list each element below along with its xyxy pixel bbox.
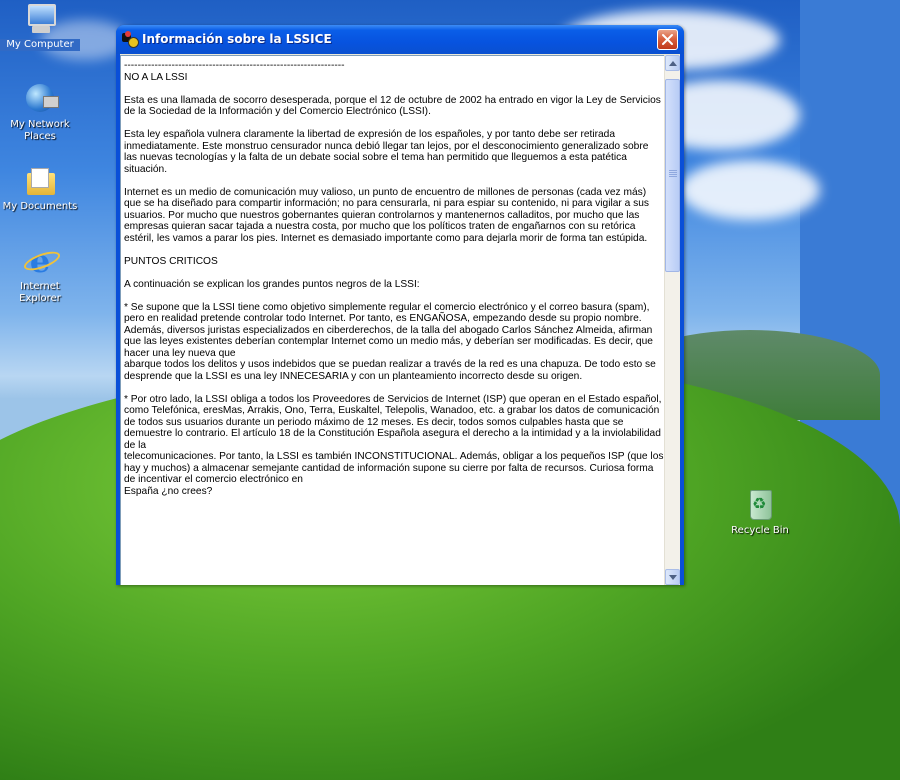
desktop-icon-label: Internet Explorer — [19, 281, 61, 304]
scroll-up-arrow-icon — [669, 61, 677, 66]
paragraph-gap — [124, 290, 664, 302]
cloud — [680, 160, 820, 220]
internet-explorer-icon: e — [23, 244, 57, 278]
text-paragraph: telecomunicaciones. Por tanto, la LSSI es también INCONSTITUCIONAL. Además, obligar a los pequeños ISP (que los hay y muchos) a almacenar semejante cantidad de información supone su cierre por falta de recursos. Curiosa forma de incentivar el comercio electrónico en — [124, 451, 664, 485]
text-paragraph: Esta ley española vulnera claramente la libertad de expresión de los españoles, y por tanto debe ser retirada inmediatamente. Este monstruo censurador nunca debió llegar tan lejos, por el desconocimiento generalizado sobre las nuevas tecnologías y la falta de un debate social sobre el tema han permitido que lleguemos a esta patética situación. — [124, 129, 652, 175]
scroll-up-button[interactable] — [665, 55, 680, 71]
text-paragraph: A continuación se explican los grandes puntos negros de la LSSI: — [124, 278, 420, 290]
desktop-icon-my-documents[interactable] — [0, 164, 80, 213]
text-paragraph: abarque todos los delitos y usos indebidos que se puedan realizar a través de la red es una chapuza. De todo esto se desprende que la LSSI es una ley INNECESARIA y con un planteamiento incorrecto desde su origen. — [124, 359, 659, 382]
paragraph-gap — [124, 382, 664, 394]
desktop-icon-label: My Documents — [2, 201, 78, 212]
desktop-icon-my-network-places[interactable] — [0, 82, 80, 143]
vertical-scrollbar[interactable] — [664, 55, 680, 585]
info-text-area[interactable] — [120, 55, 664, 585]
my-computer-icon — [23, 2, 57, 36]
desktop-icon-label: My Network Places — [10, 119, 70, 142]
paragraph-gap — [124, 83, 664, 95]
desktop-icon-label: Recycle Bin — [731, 525, 789, 536]
thumb-grip — [669, 170, 677, 178]
text-paragraph: Internet es un medio de comunicación muy valioso, un punto de encuentro de millones de personas (cada vez más) que se ha diseñado para compartir información; no para censurarla, ni para espiar su contenido, ni para vigilar a sus usuarios. Por mucho que nuestros gobernantes quieran controlarnos y mantenernos calladitos, por mucho que las empresas quieran sacar tajada a nuestra costa, por mucho que los políticos traten de engañarnos con su retórica estéril, les vamos a parar los pies. Internet es demasiado importante como para dejarla morir de forma tan estúpida. — [124, 186, 652, 244]
paragraph-gap — [124, 175, 664, 187]
scroll-down-arrow-icon — [669, 575, 677, 580]
scroll-down-button[interactable] — [665, 569, 680, 585]
window-titlebar[interactable] — [116, 25, 684, 54]
info-text — [124, 60, 664, 497]
recycle-bin-icon — [743, 488, 777, 522]
desktop-icon-recycle-bin[interactable] — [720, 488, 800, 537]
lssice-app-icon[interactable] — [122, 31, 138, 47]
close-icon — [662, 34, 673, 45]
text-paragraph: ----------------------------------------------------------------- — [124, 60, 345, 71]
paragraph-gap — [124, 267, 664, 279]
my-documents-icon — [23, 164, 57, 198]
close-button[interactable] — [657, 29, 678, 50]
text-paragraph: PUNTOS CRITICOS — [124, 255, 218, 267]
window-title: Información sobre la LSSICE — [142, 32, 332, 46]
text-paragraph: España ¿no crees? — [124, 485, 213, 497]
desktop-icon-label: My Computer — [0, 39, 80, 51]
text-paragraph: * Se supone que la LSSI tiene como objetivo simplemente regular el comercio electrónico y el correo basura (spam), pero en realidad pretende controlar todo Internet. Por tanto, es ENGAÑOSA, empezando desde su propio nombre. Además, diversos juristas especializados en ciberderechos, de la talla del abogado Carlos Sánchez Almeida, afirman que las leyes existentes deberían contemplar Internet como un medio más, y deberían ser modificadas. Es decir, que hacer una ley nueva que — [124, 301, 656, 359]
network-places-icon — [23, 82, 57, 116]
desktop-icon-internet-explorer[interactable] — [0, 244, 80, 305]
desktop-icon-my-computer[interactable] — [0, 2, 80, 51]
text-paragraph: * Por otro lado, la LSSI obliga a todos los Proveedores de Servicios de Internet (ISP) que operan en el Estado español, como Telefónica, eresMas, Arrakis, Ono, Terra, Euskaltel, Telepolis, Wanadoo, etc. a grabar los datos de comunicación de todos sus usuarios durante un periodo máximo de 12 meses. Es decir, todos somos culpables hasta que se demuestre lo contrario. El artículo 18 de la Constitución Española asegura el derecho a la intimidad y a la inviolabilidad de la — [124, 393, 665, 451]
paragraph-gap — [124, 118, 664, 130]
text-paragraph: Esta es una llamada de socorro desesperada, porque el 12 de octubre de 2002 ha entrado en vigor la Ley de Servicios de la Sociedad de la Información y del Comercio Electrónico (LSSI). — [124, 94, 664, 117]
window-body — [120, 54, 680, 585]
paragraph-gap — [124, 244, 664, 256]
scroll-thumb[interactable] — [665, 79, 680, 272]
info-window — [116, 25, 684, 585]
text-paragraph: NO A LA LSSI — [124, 71, 188, 83]
